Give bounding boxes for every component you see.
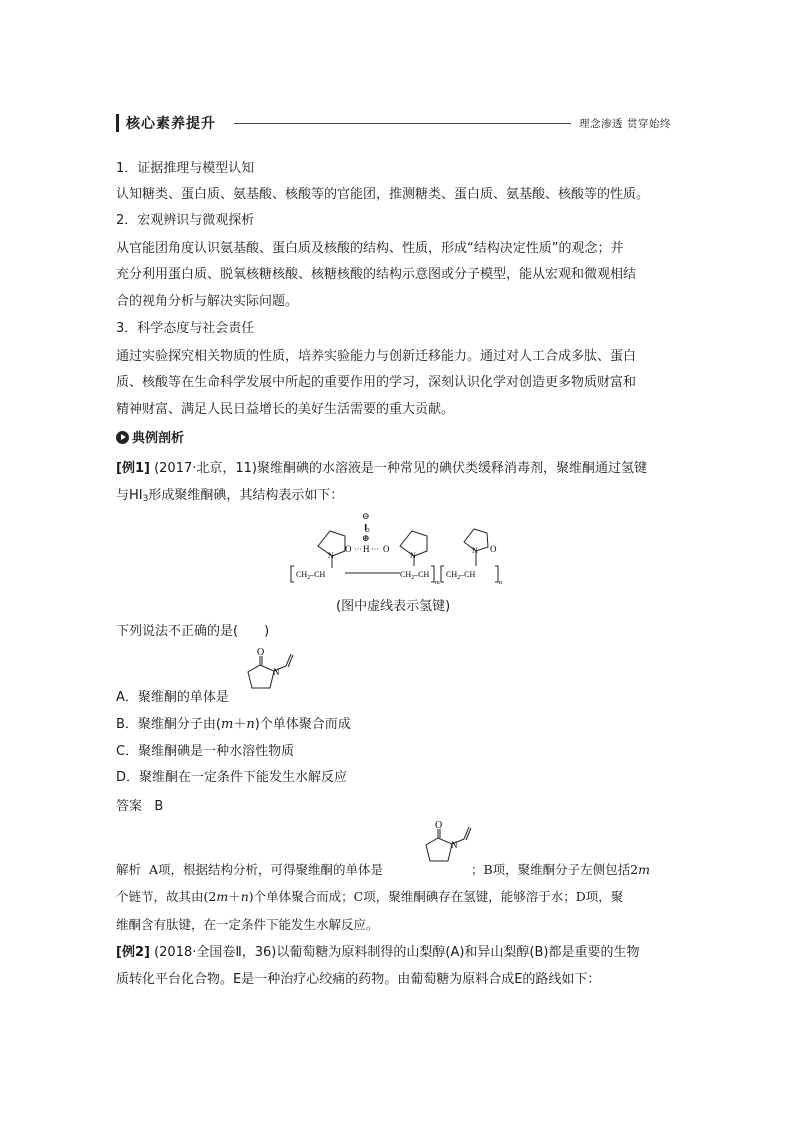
option-b bbox=[116, 715, 351, 734]
section-2-line-2: 充分利用蛋白质、脱氧核糖核酸、核糖核酸的结构示意图或分子模型，能从宏观和微观相结 bbox=[116, 267, 637, 282]
section-2-line-1: 从官能团角度认识氨基酸、蛋白质及核酸的结构、性质，形成“结构决定性质”的观念；并 bbox=[116, 241, 624, 256]
option-b-m: m bbox=[221, 717, 234, 732]
monomer-structure-a bbox=[240, 645, 320, 705]
option-b-plus: ＋ bbox=[233, 717, 247, 732]
analysis-monomer-ring bbox=[426, 838, 452, 861]
analysis-line-1 bbox=[116, 860, 650, 879]
section-3-heading: 3．科学态度与社会责任 bbox=[116, 321, 255, 336]
iodine-label: $I_3$ bbox=[364, 523, 370, 534]
section-header-title: 核心素养提升 bbox=[126, 116, 216, 132]
example-1-line-1-text: (2017·北京，11)聚维酮碘的水溶液是一种常见的碘伏类缓释消毒剂，聚维酮通过氢键 bbox=[154, 461, 647, 476]
ring-3-o-label: O bbox=[490, 544, 497, 554]
option-a: A．聚维酮的单体是 bbox=[116, 690, 229, 705]
example-section-title bbox=[116, 429, 184, 448]
option-d: D．聚维酮在一定条件下能发生水解反应 bbox=[116, 770, 348, 785]
chain-ch2-3: $CH_2-CH$ bbox=[446, 570, 476, 581]
analysis-monomer-o-label: O bbox=[435, 820, 443, 831]
section-2-line-3: 合的视角分析与解决实际问题。 bbox=[116, 294, 299, 309]
section-2-heading: 2．宏观辨识与微观探析 bbox=[116, 213, 255, 228]
example-1-question: 下列说法不正确的是( ) bbox=[116, 624, 270, 639]
header-slogan: 理念渗透 贯穿始终 bbox=[579, 118, 671, 130]
example-1-line-2 bbox=[116, 486, 343, 505]
option-b-post: )个单体聚合而成 bbox=[254, 717, 351, 732]
analysis-line-2-m: m bbox=[216, 889, 229, 904]
section-3-line-2: 质、核酸等在生命科学发展中所起的重要作用的学习，深刻认识化学对创造更多物质财富和 bbox=[116, 375, 637, 390]
example-1-line-2-post: 形成聚维酮碘，其结构表示如下： bbox=[148, 488, 344, 503]
analysis-line-2-post: )个单体聚合而成；C项，聚维酮碘存在氢键，能够溶于水；D项，聚 bbox=[248, 889, 624, 904]
example-section-title-text: 典例剖析 bbox=[132, 431, 185, 446]
example-1-line-2-pre: 与HI bbox=[116, 488, 143, 503]
example-1-line-1 bbox=[116, 459, 647, 478]
analysis-monomer-n-label: N bbox=[451, 840, 458, 850]
example-2-line-1 bbox=[116, 943, 639, 962]
answer-label: 答案 bbox=[116, 799, 143, 814]
monomer-structure-analysis bbox=[418, 818, 498, 878]
example-2-line-1-text: (2018·全国卷Ⅱ，36)以葡萄糖为原料制得的山梨醇(A)和异山梨醇(B)都是重要的生物 bbox=[154, 945, 640, 960]
section-1-heading: 1．证据推理与模型认知 bbox=[116, 161, 255, 176]
analysis-line-3: 维酮含有肽键，在一定条件下能发生水解反应。 bbox=[116, 917, 379, 932]
section-3-line-1: 通过实验探究相关物质的性质，培养实验能力与创新迁移能力。通过对人工合成多肽、蛋白 bbox=[116, 349, 637, 364]
subscript-m: m bbox=[435, 580, 440, 586]
option-b-n: n bbox=[246, 717, 255, 732]
example-2-tag: [例2] bbox=[116, 945, 150, 960]
monomer-ring bbox=[248, 665, 274, 688]
ring-2-n-label: N bbox=[410, 551, 416, 560]
ring-2-o-label: O bbox=[383, 544, 390, 554]
analysis-line-1-pre: A项，根据结构分析，可得聚维酮的单体是 bbox=[148, 862, 383, 877]
chain-ch2-1: $CH_2-CH$ bbox=[296, 570, 326, 581]
analysis-line-2-pre: 个链节，故其由(2 bbox=[116, 889, 217, 904]
analysis-line-2-n: n bbox=[240, 889, 249, 904]
example-1-tag: [例1] bbox=[116, 461, 150, 476]
chain-ch2-2: $CH_2-CH$ bbox=[400, 570, 430, 581]
answer-line bbox=[116, 797, 163, 816]
minus-charge: ⊖ bbox=[362, 511, 370, 521]
header-rule bbox=[234, 123, 571, 124]
header-accent-bar bbox=[116, 114, 119, 132]
subscript-n: n bbox=[499, 580, 502, 586]
analysis-line-1-post: ；B项，聚维酮分子左侧包括2 bbox=[471, 862, 639, 877]
analysis-label: 解析 bbox=[116, 862, 142, 877]
ring-3-n-label: N bbox=[472, 546, 478, 555]
hbond-dots-2: ··· bbox=[371, 545, 379, 554]
option-c: C．聚维酮碘是一种水溶性物质 bbox=[116, 744, 295, 759]
h-label: H bbox=[363, 544, 370, 554]
analysis-line-2 bbox=[116, 887, 623, 906]
example-1-line-2-sub: 3 bbox=[142, 494, 149, 504]
polyvidone-iodine-structure bbox=[288, 506, 508, 588]
structure-caption: (图中虚线表示氢键) bbox=[336, 599, 451, 614]
example-2-line-2: 质转化平台化合物。E是一种治疗心绞痛的药物。由葡萄糖为原料合成E的路线如下： bbox=[116, 972, 601, 987]
analysis-line-1-m: m bbox=[638, 862, 650, 877]
monomer-o-label: O bbox=[257, 647, 265, 658]
section-1-line-1: 认知糖类、蛋白质、氨基酸、核酸等的官能团，推测糖类、蛋白质、氨基酸、核酸等的性质。 bbox=[116, 187, 650, 202]
analysis-line-2-plus: ＋ bbox=[228, 889, 241, 904]
play-icon bbox=[116, 431, 129, 444]
section-3-line-3: 精神财富、满足人民日益增长的美好生活需要的重大贡献。 bbox=[116, 402, 455, 417]
answer-value: B bbox=[154, 799, 164, 814]
option-b-pre: B．聚维酮分子由( bbox=[116, 717, 221, 732]
hbond-dots-1: ··· bbox=[354, 545, 362, 554]
ring-1-o-label: O bbox=[345, 544, 352, 554]
ring-1-n-label: N bbox=[328, 551, 334, 560]
plus-charge: ⊕ bbox=[362, 533, 370, 543]
monomer-n-label: N bbox=[273, 667, 280, 677]
